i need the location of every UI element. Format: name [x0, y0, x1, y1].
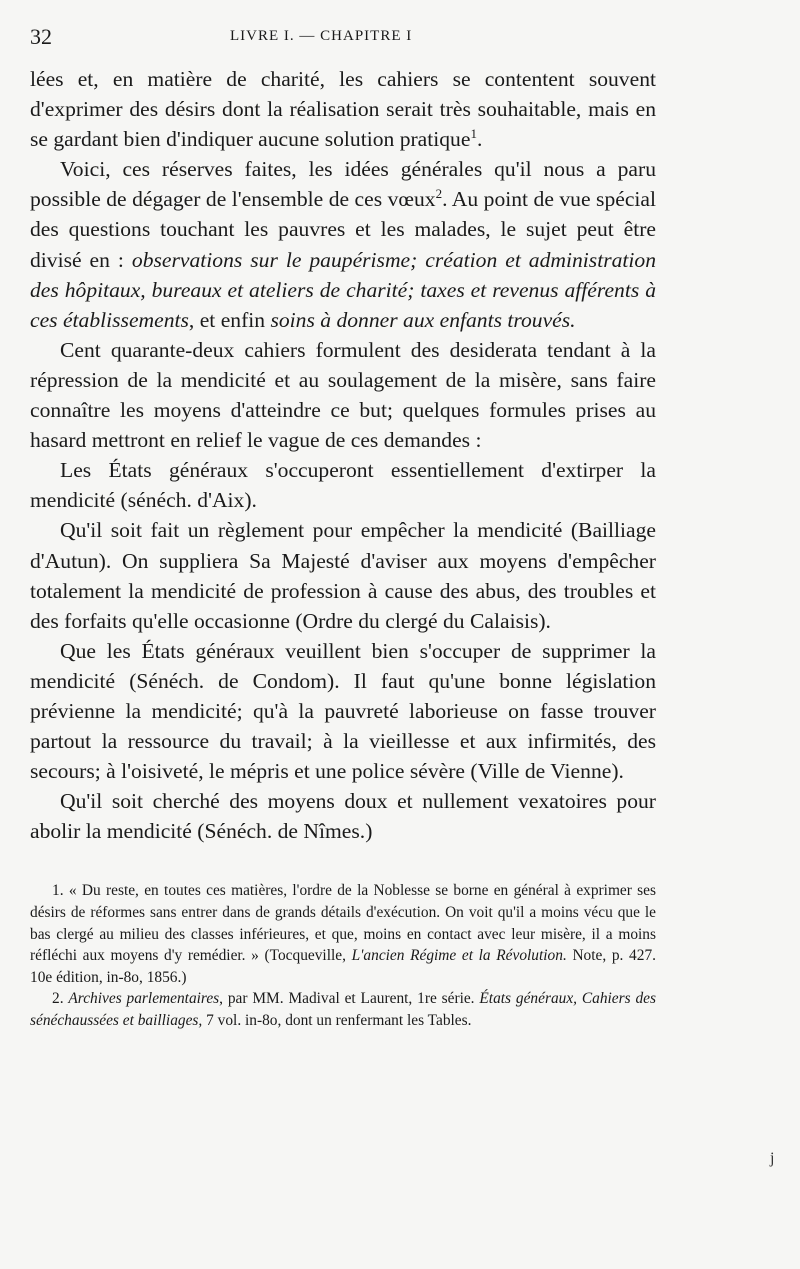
paragraph-1: lées et, en matière de charité, les cahiers se contentent souvent d'exprimer des désirs dont la réalisation serait très souhaitable, mais en se gardant bien d'indiquer aucune solution pratique$^1$.: [30, 67, 656, 152]
page-number: 32: [30, 24, 52, 49]
paragraph-7: Qu'il soit cherché des moyens doux et nullement vexatoires pour abolir la mendicité (Sénéch. de Nîmes.): [30, 789, 656, 844]
footnote-1: 1. « Du reste, en toutes ces matières, l'ordre de la Noblesse se borne en général à exprimer ses désirs de réformes sans entrer dans de grands détails d'exécution. On voit qu'il a moins vécu que le bas clergé au milieu des classes inférieures, et que, moins en contact avec leur misère, il a moins réfléchi aux moyens d'y remédier. » (Tocqueville, L'ancien Régime et la Révolution. Note, p. 427. 10e édition, in-8o, 1856.): [30, 882, 656, 986]
paragraph-2: Voici, ces réserves faites, les idées générales qu'il nous a paru possible de dégager de l'ensemble de ces vœux$^2$. Au point de vue spécial des questions touchant les pauvres et les malades, le sujet peut être divisé en : observations sur le paupérisme; création et administration des hôpitaux, bureaux et ateliers de charité; taxes et revenus afférents à ces établissements, et enfin soins à donner aux enfants trouvés.: [30, 157, 656, 332]
footnotes: [30, 880, 656, 1031]
footnote-2: 2. Archives parlementaires, par MM. Madival et Laurent, 1re série. États généraux, Cahiers des sénéchaussées et bailliages, 7 vol. in-8o, dont un renfermant les Tables.: [30, 990, 656, 1029]
topics-italic: observations sur le paupérisme; création et administration des hôpitaux, bureaux et ateliers de charité; taxes et revenus afférents à ces établissements: [30, 247, 656, 332]
margin-mark: j: [770, 1150, 775, 1167]
body-text: [30, 64, 656, 846]
page: [30, 24, 656, 1032]
footnote-ref-1[interactable]: 1: [470, 126, 477, 141]
paragraph-3: Cent quarante-deux cahiers formulent des desiderata tendant à la répression de la mendicité et au soulagement de la misère, sans faire connaître les moyens d'atteindre ce but; quelques formules prises au hasard mettront en relief le vague de ces demandes :: [30, 337, 656, 453]
running-head: [30, 24, 656, 54]
paragraph-5: Qu'il soit fait un règlement pour empêcher la mendicité (Bailliage d'Autun). On suppliera Sa Majesté d'aviser aux moyens d'empêcher totalement la mendicité de profession à cause des abus, des troubles et des forfaits qu'elle occasionne (Ordre du clergé du Calaisis).: [30, 518, 656, 633]
paragraph-4: Les États généraux s'occuperont essentiellement d'extirper la mendicité (sénéch. d'Aix).: [30, 458, 656, 513]
footnote-ref-2[interactable]: 2: [435, 186, 443, 202]
topics-italic-end: soins à donner aux enfants trouvés.: [270, 307, 576, 332]
paragraph-6: Que les États généraux veuillent bien s'occuper de supprimer la mendicité (Sénéch. de Condom). Il faut qu'une bonne législation prévienne la mendicité; qu'à la pauvreté laborieuse on fasse trouver partout la ressource du travail; à la vieillesse et aux infirmités, des secours; à l'oisiveté, le mépris et une police sévère (Ville de Vienne).: [30, 638, 656, 784]
running-title: LIVRE I. — CHAPITRE I: [230, 28, 413, 44]
